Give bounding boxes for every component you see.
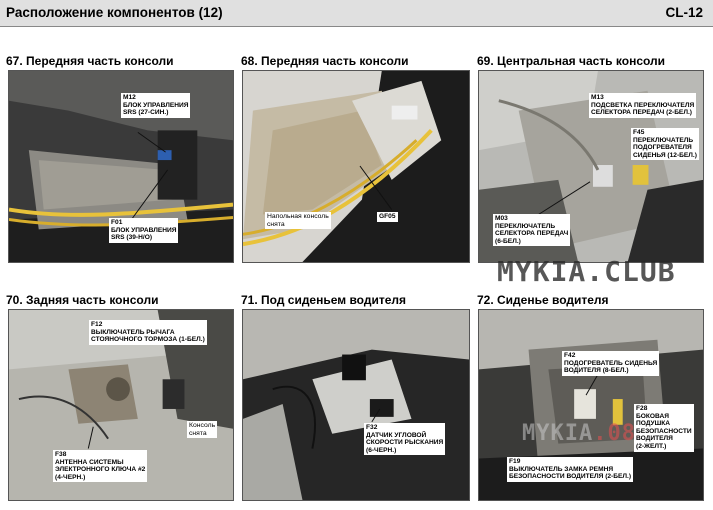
- label-f19: F19 ВЫКЛЮЧАТЕЛЬ ЗАМКА РЕМНЯ БЕЗОПАСНОСТИ ВОДИТЕЛЯ (2-БЕЛ.): [509, 458, 632, 481]
- panel-70-photo: [8, 309, 234, 501]
- page-title: Расположение компонентов (12): [6, 5, 223, 20]
- label-f28: F28 БОКОВАЯ ПОДУШКА БЕЗОПАСНОСТИ ВОДИТЕЛЯ (2-ЖЕЛТ.): [636, 405, 692, 450]
- label-floor-console-removed: Напольная консоль снята: [267, 213, 329, 228]
- watermark-faint: MYKIA.08: [522, 421, 636, 446]
- label-m13: M13 ПОДСВЕТКА ПЕРЕКЛЮЧАТЕЛЯ СЕЛЕКТОРА ПЕРЕДАЧ (2-БЕЛ.): [591, 94, 695, 117]
- panel-71-photo: [242, 309, 470, 501]
- label-m03: M03 ПЕРЕКЛЮЧАТЕЛЬ СЕЛЕКТОРА ПЕРЕДАЧ (6-БЕЛ.): [495, 215, 569, 245]
- panel-69-title: 69. Центральная часть консоли: [477, 54, 666, 68]
- panel-69-photo: [478, 70, 704, 263]
- label-f32: F32 ДАТЧИК УГЛОВОЙ СКОРОСТИ РЫСКАНИЯ (6-ЧЕРН.): [366, 424, 444, 454]
- panel-68-illustration: [243, 71, 469, 262]
- panel-68-title: 68. Передняя часть консоли: [241, 54, 409, 68]
- label-f12: F12 ВЫКЛЮЧАТЕЛЬ РЫЧАГА СТОЯНОЧНОГО ТОРМОЗА (1-БЕЛ.): [91, 321, 205, 344]
- panel-70-title: 70. Задняя часть консоли: [6, 293, 159, 307]
- page-code: CL-12: [665, 5, 703, 20]
- panel-68-photo: [242, 70, 470, 263]
- panel-67-title: 67. Передняя часть консоли: [6, 54, 174, 68]
- panel-71-illustration: [243, 310, 469, 500]
- page-header: [0, 0, 713, 27]
- label-f01: F01 БЛОК УПРАВЛЕНИЯ SRS (39-Н/О): [111, 219, 177, 242]
- label-f38: F38 АНТЕННА СИСТЕМЫ ЭЛЕКТРОННОГО КЛЮЧА #2 (4-ЧЕРН.): [55, 451, 146, 481]
- label-console-removed: Консоль снята: [189, 422, 216, 437]
- label-gf05: GF05: [379, 213, 396, 220]
- panel-72-photo: [478, 309, 704, 501]
- watermark: MYKIA.CLUB: [497, 255, 676, 288]
- panel-67-photo: [8, 70, 234, 263]
- panel-71-title: 71. Под сиденьем водителя: [241, 293, 407, 307]
- label-f42: F42 ПОДОГРЕВАТЕЛЬ СИДЕНЬЯ ВОДИТЕЛЯ (8-БЕЛ.): [564, 352, 658, 375]
- panel-72-title: 72. Сиденье водителя: [477, 293, 609, 307]
- label-f45: F45 ПЕРЕКЛЮЧАТЕЛЬ ПОДОГРЕВАТЕЛЯ СИДЕНЬЯ (12-БЕЛ.): [633, 129, 697, 159]
- label-m12: M12 БЛОК УПРАВЛЕНИЯ SRS (27-СИН.): [123, 94, 189, 117]
